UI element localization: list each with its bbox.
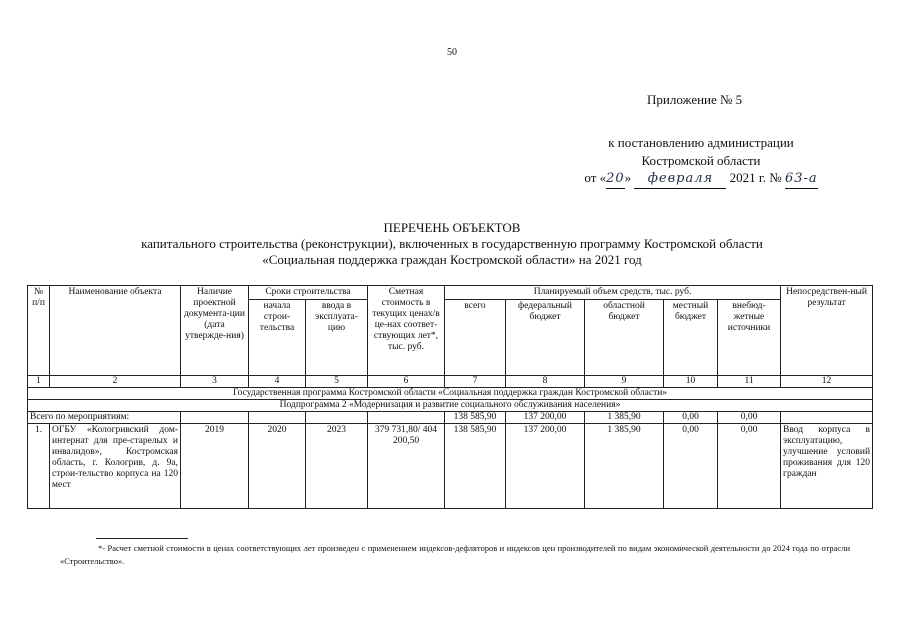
col-number: 4 bbox=[249, 376, 306, 388]
header-row-1 bbox=[28, 286, 873, 300]
decree-year: 2021 г. № bbox=[729, 170, 782, 185]
row-start: 2020 bbox=[249, 424, 306, 509]
objects-table bbox=[27, 285, 873, 509]
header-cost: Сметная стоимость в текущих ценах/в це-нах соответ-ствующих лет*, тыс. руб. bbox=[368, 286, 445, 376]
row-cost: 379 731,80/ 404 200,50 bbox=[368, 424, 445, 509]
header-planned: Планируемый объем средств, тыс. руб. bbox=[445, 286, 781, 300]
col-number: 12 bbox=[781, 376, 873, 388]
document-title bbox=[0, 220, 904, 268]
header-terms: Сроки строительства bbox=[249, 286, 368, 300]
header-federal: федеральный бюджет bbox=[506, 300, 585, 376]
row-regional: 1 385,90 bbox=[585, 424, 664, 509]
row-result: Ввод корпуса в эксплуатацию, улучшение условий проживания для 120 граждан bbox=[781, 424, 873, 509]
header-regional: областной бюджет bbox=[585, 300, 664, 376]
decree-line-1: к постановлению администрации bbox=[608, 135, 794, 150]
table-row bbox=[28, 424, 873, 509]
col-number: 7 bbox=[445, 376, 506, 388]
total-regional: 1 385,90 bbox=[585, 412, 664, 424]
decree-month: февраля bbox=[634, 170, 726, 189]
empty-cell bbox=[368, 412, 445, 424]
title-line-1: ПЕРЕЧЕНЬ ОБЪЕКТОВ bbox=[383, 220, 521, 235]
total-sum: 138 585,90 bbox=[445, 412, 506, 424]
col-number: 5 bbox=[306, 376, 368, 388]
total-row bbox=[28, 412, 873, 424]
total-label: Всего по мероприятиям: bbox=[28, 412, 181, 424]
column-number-row bbox=[28, 376, 873, 388]
row-offbudget: 0,00 bbox=[718, 424, 781, 509]
header-no: № п/п bbox=[28, 286, 50, 376]
header-commission: ввода в эксплуата-цию bbox=[306, 300, 368, 376]
row-name: ОГБУ «Кологривский дом-интернат для пре-старелых и инвалидов», Костромская область, г. Кологрив, д. 9а, строи-тельство корпуса на 120 мест bbox=[50, 424, 181, 509]
decree-reference bbox=[540, 134, 862, 189]
header-name: Наименование объекта bbox=[50, 286, 181, 376]
total-offbudget: 0,00 bbox=[718, 412, 781, 424]
header-start: начала строи-тельства bbox=[249, 300, 306, 376]
footnote-separator bbox=[96, 538, 188, 539]
title-line-2: капитального строительства (реконструкции), включенных в государственную программу Костромской области bbox=[141, 236, 763, 251]
decree-prefix: от « bbox=[584, 170, 607, 185]
header-total: всего bbox=[445, 300, 506, 376]
row-commission: 2023 bbox=[306, 424, 368, 509]
header-offbudget: внебюд-жетные источники bbox=[718, 300, 781, 376]
decree-day: 20 bbox=[606, 170, 625, 189]
empty-cell bbox=[249, 412, 306, 424]
title-line-3: «Социальная поддержка граждан Костромской области» на 2021 год bbox=[262, 252, 642, 267]
col-number: 1 bbox=[28, 376, 50, 388]
total-local: 0,00 bbox=[664, 412, 718, 424]
col-number: 11 bbox=[718, 376, 781, 388]
decree-date-line bbox=[540, 169, 862, 189]
row-total: 138 585,90 bbox=[445, 424, 506, 509]
col-number: 10 bbox=[664, 376, 718, 388]
row-local: 0,00 bbox=[664, 424, 718, 509]
footnote: *- Расчет сметной стоимости в ценах соответствующих лет произведен с применением индексов-дефляторов и индексов цен производителей по видам экономической деятельности до 2024 года по отрасли «Строительство». bbox=[60, 543, 850, 566]
col-number: 6 bbox=[368, 376, 445, 388]
program-row bbox=[28, 388, 873, 400]
col-number: 3 bbox=[181, 376, 249, 388]
empty-cell bbox=[781, 412, 873, 424]
appendix-label: Приложение № 5 bbox=[647, 92, 743, 107]
decree-number: 63-а bbox=[785, 170, 818, 189]
decree-mid: » bbox=[624, 170, 632, 185]
header-result: Непосредствен-ный результат bbox=[781, 286, 873, 376]
subprogram-row bbox=[28, 400, 873, 412]
col-number: 8 bbox=[506, 376, 585, 388]
header-doc: Наличие проектной документа-ции (дата утвержде-ния) bbox=[181, 286, 249, 376]
empty-cell bbox=[181, 412, 249, 424]
total-federal: 137 200,00 bbox=[506, 412, 585, 424]
row-federal: 137 200,00 bbox=[506, 424, 585, 509]
program-name: Государственная программа Костромской области «Социальная поддержка граждан Костромской области» bbox=[28, 388, 873, 400]
decree-line-2: Костромской области bbox=[641, 152, 761, 168]
page-number: 50 bbox=[447, 47, 457, 58]
subprogram-name: Подпрограмма 2 «Модернизация и развитие социального обслуживания населения» bbox=[28, 400, 873, 412]
header-local: местный бюджет bbox=[664, 300, 718, 376]
row-no: 1. bbox=[28, 424, 50, 509]
col-number: 9 bbox=[585, 376, 664, 388]
empty-cell bbox=[306, 412, 368, 424]
col-number: 2 bbox=[50, 376, 181, 388]
row-doc: 2019 bbox=[181, 424, 249, 509]
